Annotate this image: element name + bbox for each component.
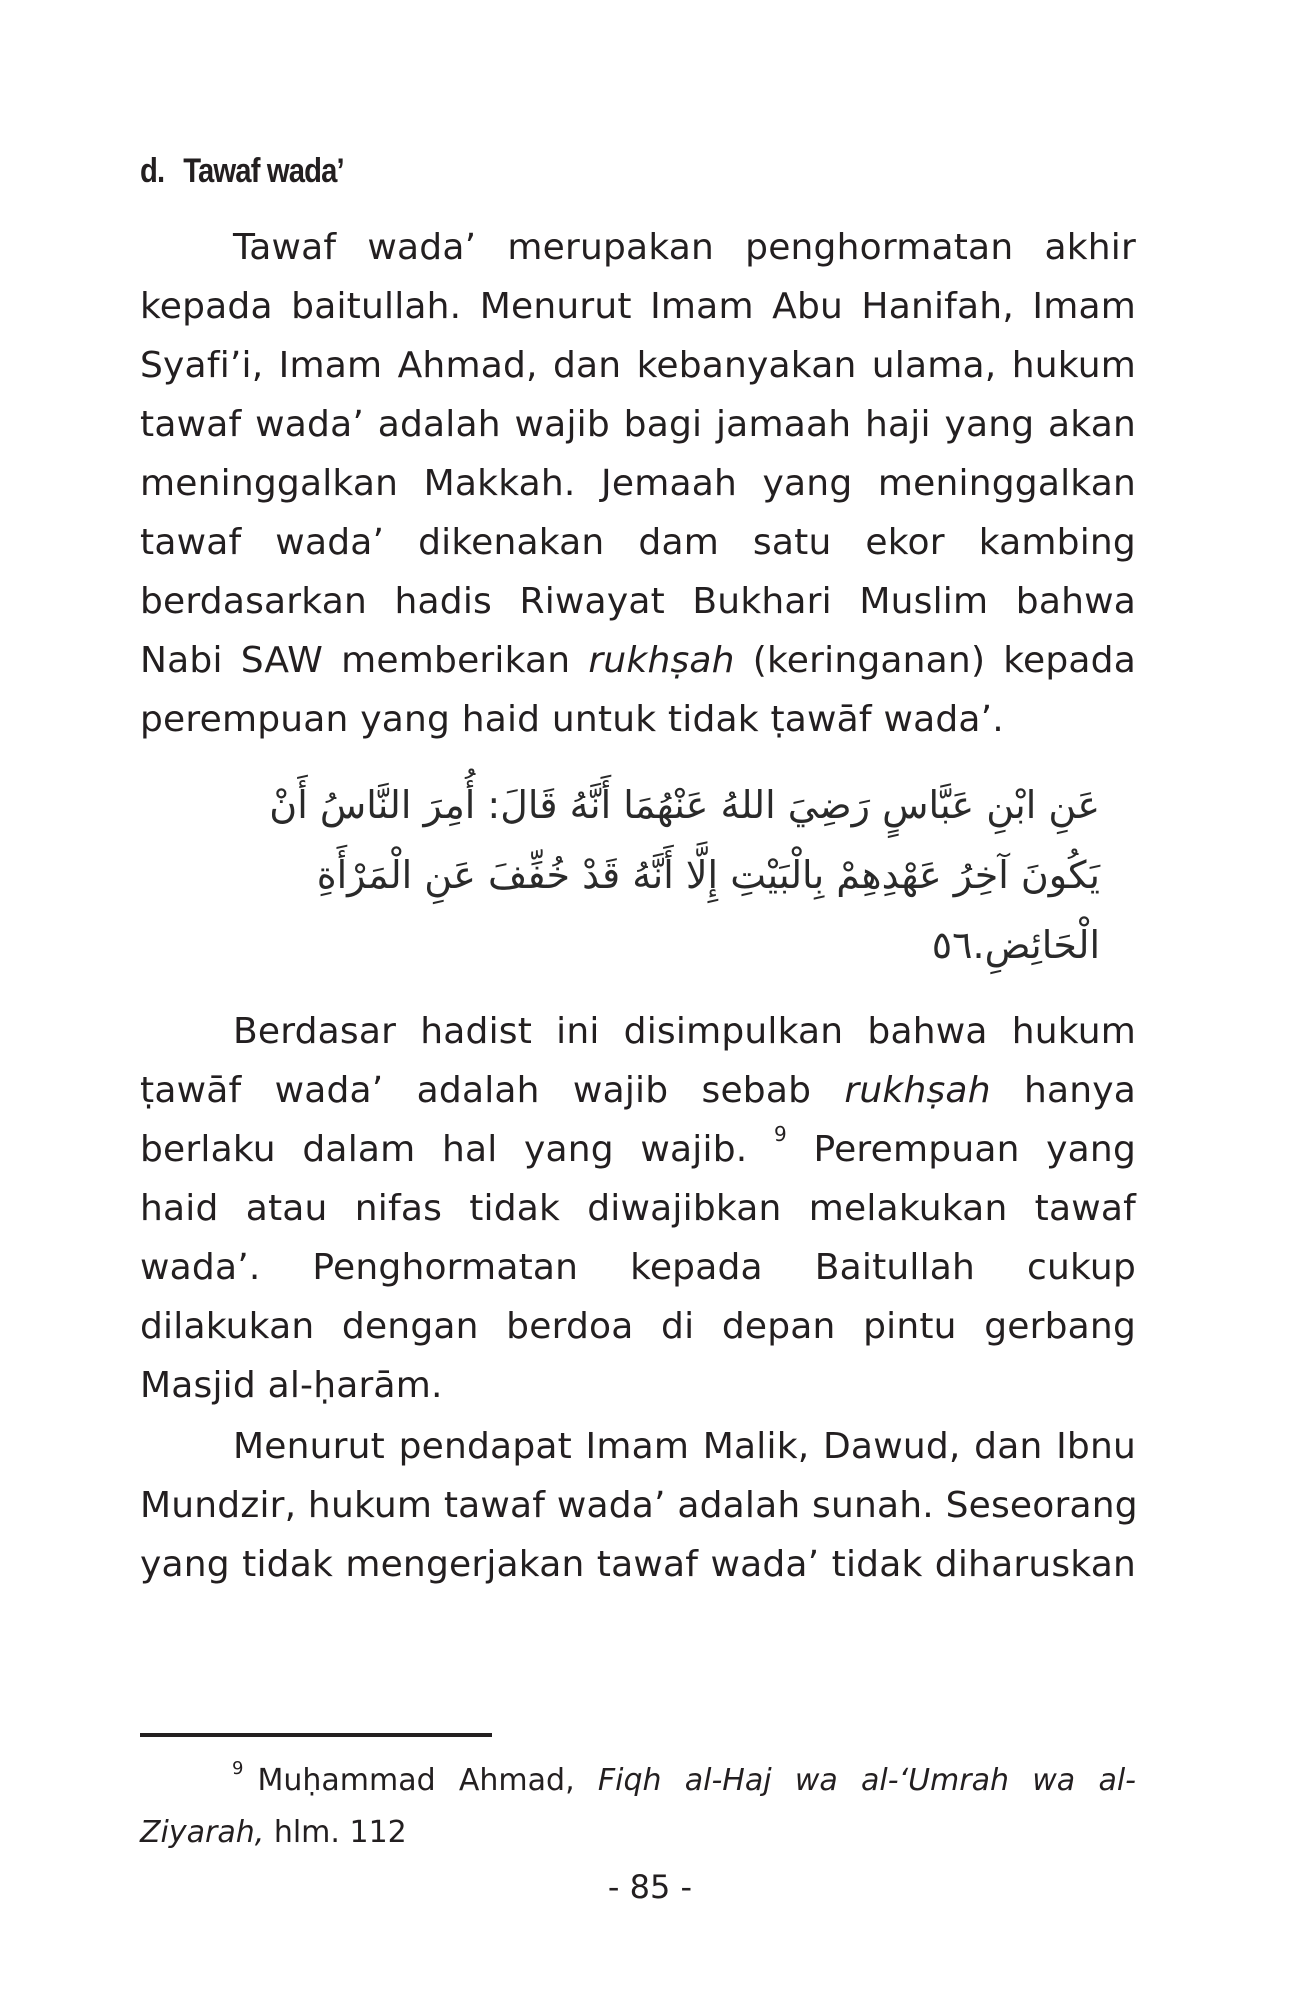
text-line: meninggalkan Makkah. Jemaah yang meninggalkan <box>140 463 1136 504</box>
text-line: Syafi’i, Imam Ahmad, dan kebanyakan ulama, hukum <box>140 345 1136 386</box>
paragraph-tawaf-wada-intro <box>140 218 1136 749</box>
footnote-author: Muḥammad Ahmad, <box>257 1763 598 1798</box>
text-fragment: berlaku dalam hal yang wajib. <box>140 1129 774 1170</box>
text-fragment: (keringanan) kepada <box>734 640 1136 681</box>
text-line <box>140 631 1136 690</box>
text-line <box>140 1061 1136 1120</box>
footnote-title: Fiqh al-Haj wa al-‘Umrah wa al- <box>597 1763 1136 1798</box>
paragraph-hadith-conclusion <box>140 1002 1136 1415</box>
footnote-page-ref: hlm. 112 <box>264 1815 407 1850</box>
section-title: Tawaf wada’ <box>183 152 344 190</box>
arabic-hadith-quote <box>269 770 1100 992</box>
footnote-number: 9 <box>232 1758 244 1779</box>
text-line: yang tidak mengerjakan tawaf wada’ tidak diharuskan <box>140 1544 1136 1585</box>
arabic-line: الْحَائِضِ.٥٦ <box>931 923 1100 967</box>
text-line: kepada baitullah. Menurut Imam Abu Hanifah, Imam <box>140 286 1136 327</box>
text-fragment: Nabi SAW memberikan <box>140 640 589 681</box>
footnote-line <box>140 1807 1136 1859</box>
text-line: wada’. Penghormatan kepada Baitullah cukup <box>140 1247 1136 1288</box>
footnote-title-cont: Ziyarah, <box>140 1815 265 1850</box>
italic-term: rukhṣah <box>844 1070 991 1111</box>
footnote-reference[interactable]: 9 <box>773 1122 787 1146</box>
text-line: Mundzir, hukum tawaf wada’ adalah sunah. Seseorang <box>140 1485 1138 1526</box>
footnote <box>140 1755 1136 1859</box>
text-line: perempuan yang haid untuk tidak ṭawāf wada’. <box>140 699 1004 740</box>
arabic-line: عَنِ ابْنِ عَبَّاسٍ رَضِيَ اللهُ عَنْهُمَا أَنَّهُ قَالَ: أُمِرَ النَّاسُ أَنْ <box>269 783 1100 827</box>
text-line <box>140 1120 1136 1179</box>
text-line: berdasarkan hadis Riwayat Bukhari Muslim bahwa <box>140 581 1136 622</box>
arabic-line: يَكُونَ آخِرُ عَهْدِهِمْ بِالْبَيْتِ إِلَّا أَنَّهُ قَدْ خُفِّفَ عَنِ الْمَرْأَةِ <box>316 853 1100 897</box>
footnote-line <box>140 1755 1136 1807</box>
text-fragment: ṭawāf wada’ adalah wajib sebab <box>140 1070 845 1111</box>
text-line: Tawaf wada’ merupakan penghormatan akhir <box>233 227 1136 268</box>
text-line: Masjid al-ḥarām. <box>140 1365 443 1406</box>
text-line: haid atau nifas tidak diwajibkan melakukan tawaf <box>140 1188 1136 1229</box>
section-marker: d. <box>140 152 165 190</box>
text-line: tawaf wada’ dikenakan dam satu ekor kambing <box>140 522 1136 563</box>
section-heading <box>140 152 344 191</box>
text-line: Menurut pendapat Imam Malik, Dawud, dan Ibnu <box>233 1426 1136 1467</box>
page-number: - 85 - <box>607 1868 693 1906</box>
text-line: dilakukan dengan berdoa di depan pintu gerbang <box>140 1306 1136 1347</box>
italic-term: rukhṣah <box>588 640 735 681</box>
text-line: Berdasar hadist ini disimpulkan bahwa hukum <box>233 1011 1136 1052</box>
text-line: tawaf wada’ adalah wajib bagi jamaah haji yang akan <box>140 404 1136 445</box>
footnote-divider <box>140 1733 492 1737</box>
text-fragment: Perempuan yang <box>786 1129 1136 1170</box>
paragraph-other-opinion <box>140 1417 1136 1594</box>
text-fragment: hanya <box>990 1070 1136 1111</box>
